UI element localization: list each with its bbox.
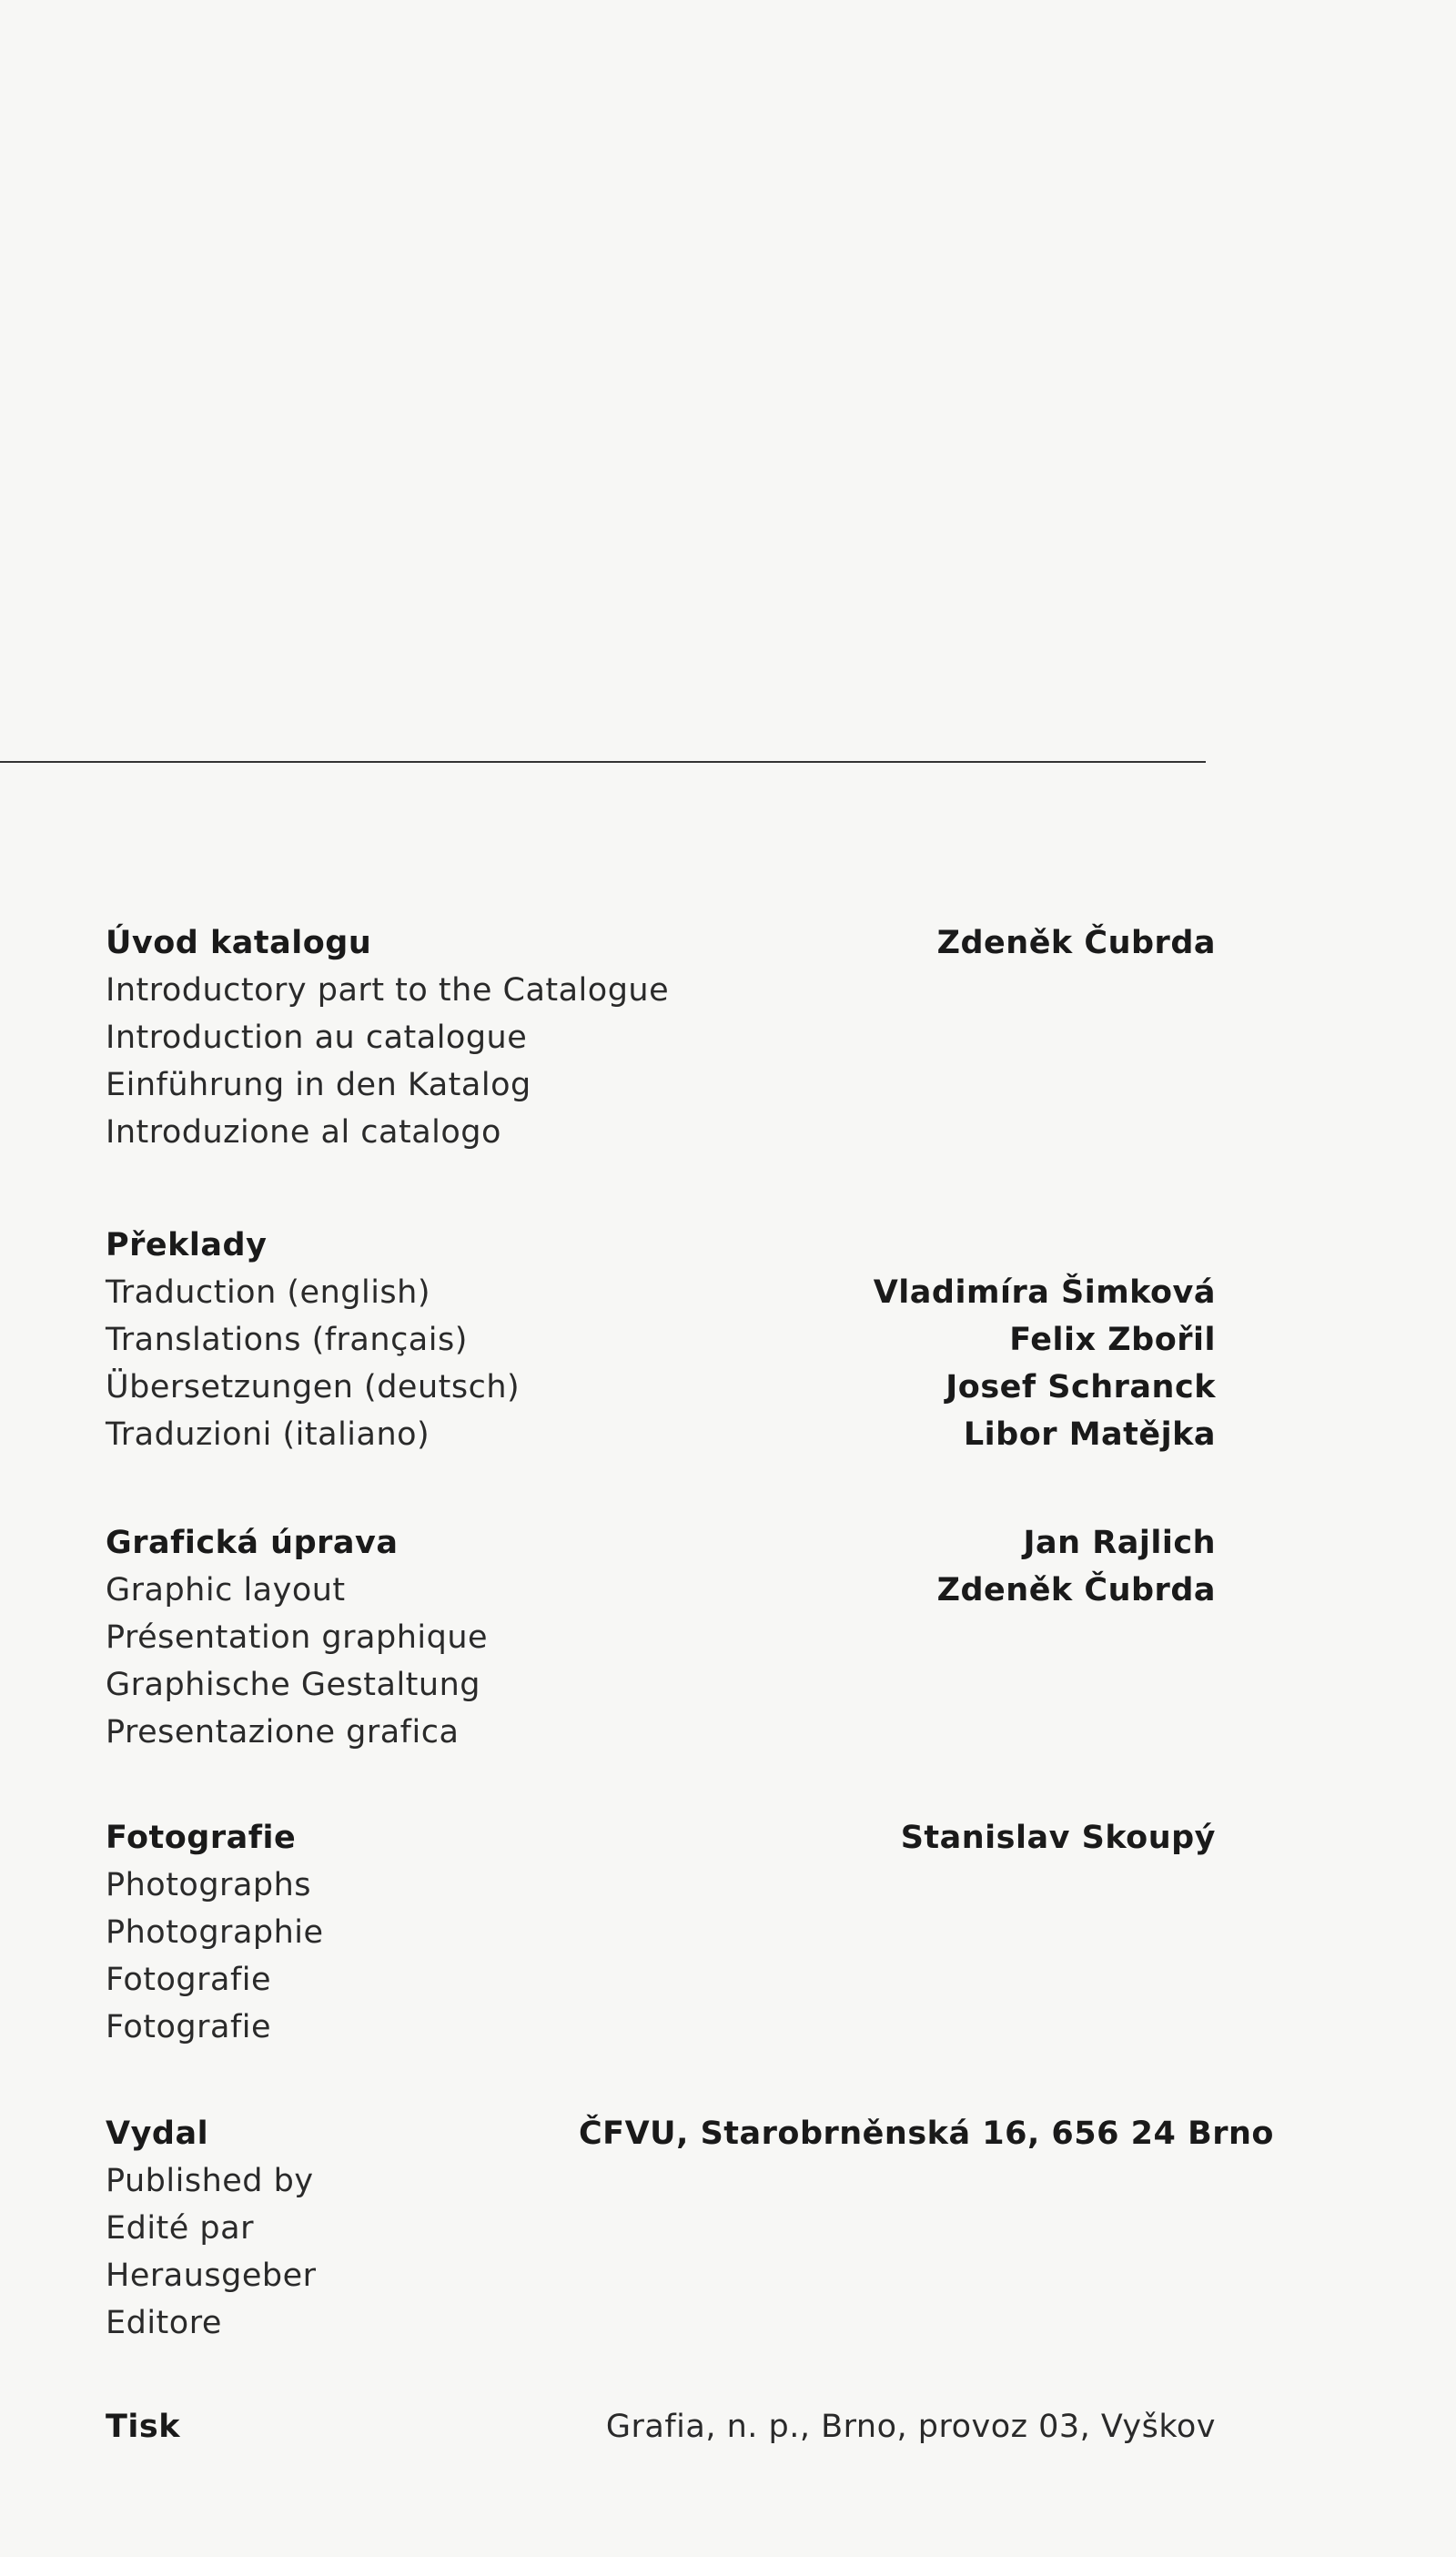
heading-translation: Edité par [106,2210,254,2247]
section-heading: Překlady [106,1227,268,1263]
divider-rule [0,761,1206,763]
section-heading: Vydal [106,2116,209,2152]
contributor-name: Jan Rajlich [1023,1525,1216,1561]
heading-translation: Graphische Gestaltung [106,1667,480,1703]
heading-translation: Fotografie [106,2009,272,2045]
section-heading: Fotografie [106,1820,297,1856]
heading-translation: Graphic layout [106,1572,346,1608]
contributor-name: Josef Schranck [945,1369,1216,1405]
heading-translation: Introduction au catalogue [106,1020,528,1056]
contributor-name: Zdeněk Čubrda [936,925,1216,961]
section-translations [106,1222,1216,1458]
printer-name: Grafia, n. p., Brno, provoz 03, Vyškov [605,2409,1216,2445]
heading-translation: Herausgeber [106,2258,317,2294]
section-photographs [106,1814,1216,2051]
heading-translation: Traduzioni (italiano) [106,1416,430,1453]
heading-translation: Introduzione al catalogo [106,1114,501,1151]
heading-translation: Introductory part to the Catalogue [106,972,670,1009]
section-heading: Tisk [106,2409,180,2445]
section-heading: Grafická úprava [106,1525,399,1561]
heading-translation: Translations (français) [106,1322,468,1358]
heading-translation: Photographie [106,1914,324,1951]
contributor-name [579,1222,1216,1269]
heading-translation: Présentation graphique [106,1619,489,1656]
section-publisher [106,2110,1274,2347]
heading-translation: Fotografie [106,1962,272,1998]
heading-translation: Presentazione grafica [106,1714,460,1750]
contributor-name: Libor Matějka [963,1416,1216,1453]
section-printer [106,2403,1216,2458]
heading-translation: Übersetzungen (deutsch) [106,1369,521,1405]
contributor-name: Stanislav Skoupý [900,1820,1216,1856]
heading-translation: Published by [106,2163,314,2199]
heading-translation: Editore [106,2305,222,2341]
contributor-name: Zdeněk Čubrda [936,1572,1216,1608]
heading-translation: Traduction (english) [106,1274,430,1311]
section-introduction [106,919,1216,1156]
heading-translation: Einführung in den Katalog [106,1067,531,1103]
section-heading: Úvod katalogu [106,925,372,961]
heading-translation: Photographs [106,1867,312,1903]
contributor-name: Felix Zbořil [1009,1322,1216,1358]
section-graphic-layout [106,1519,1216,1756]
contributor-name: Vladimíra Šimková [873,1274,1216,1311]
publisher-address: ČFVU, Starobrněnská 16, 656 24 Brno [579,2116,1274,2152]
